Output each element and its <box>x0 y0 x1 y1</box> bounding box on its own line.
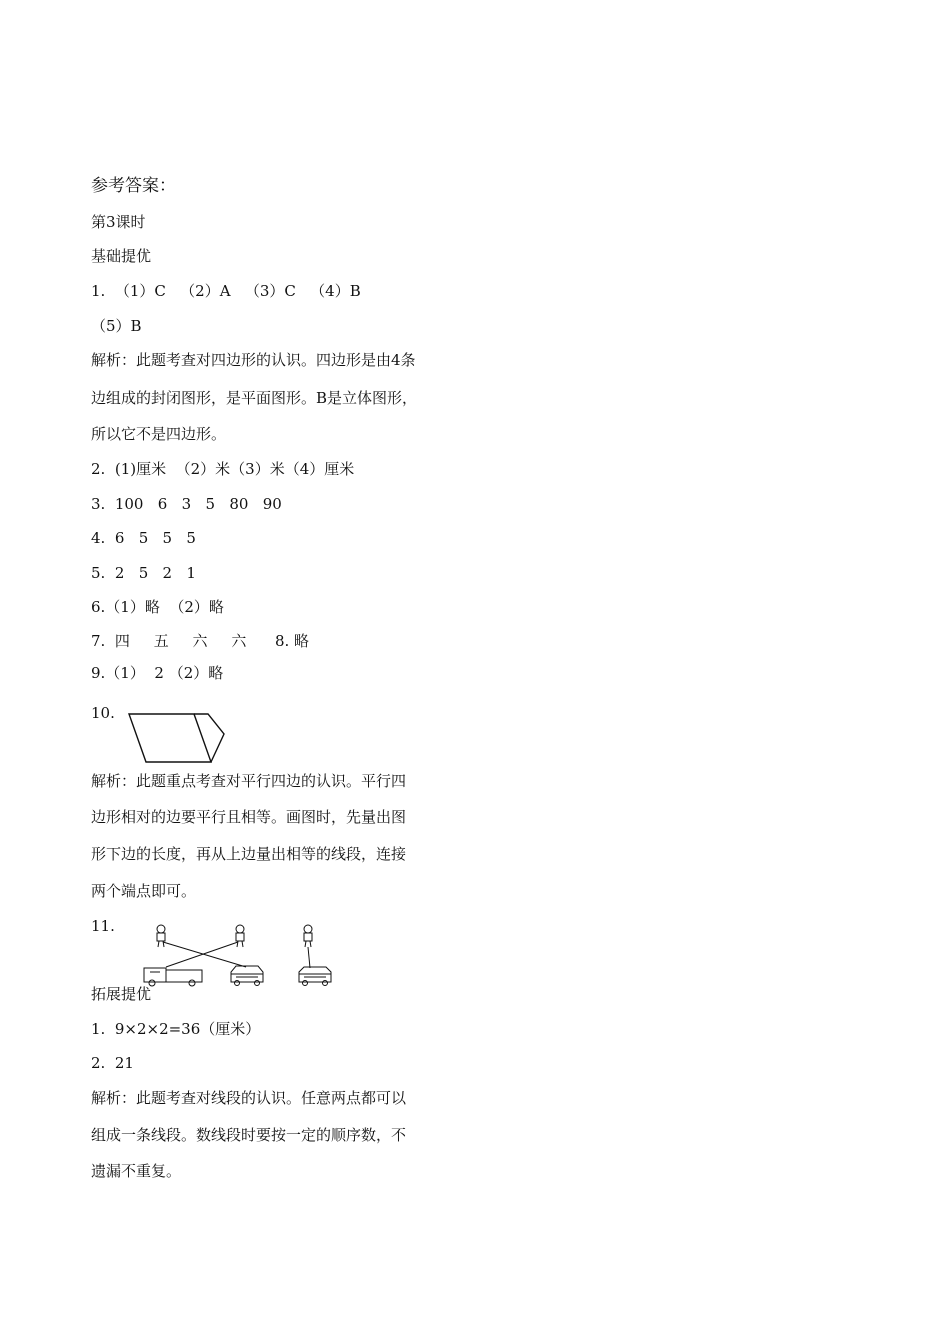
answer-11: 11. <box>91 917 115 935</box>
answer-3: 3. 100 6 3 5 80 90 <box>91 495 282 513</box>
analysis-1-line-1: 解析：此题考查对四边形的认识。四边形是由4条 <box>91 351 416 369</box>
lesson-label: 第3课时 <box>91 213 146 231</box>
car-icon <box>299 967 331 986</box>
person-icon <box>157 925 165 947</box>
analysis-10-line-2: 边形相对的边要平行且相等。画图时，先量出图 <box>91 808 407 826</box>
extension-2: 2. 21 <box>91 1054 134 1072</box>
answer-6: 6.（1）略 （2）略 <box>91 598 224 616</box>
answer-1b: （5）B <box>91 317 142 335</box>
analysis-e2-line-2: 组成一条线段。数线段时要按一定的顺序数，不 <box>91 1126 407 1144</box>
analysis-10-line-1: 解析：此题重点考查对平行四边的认识。平行四 <box>91 772 407 790</box>
extension-1: 1. 9×2×2=36（厘米） <box>91 1020 261 1038</box>
analysis-1-line-3: 所以它不是四边形。 <box>91 425 227 443</box>
person-icon <box>236 925 244 947</box>
parallelogram-figure <box>124 712 234 772</box>
analysis-e2-line-1: 解析：此题考查对线段的认识。任意两点都可以 <box>91 1089 407 1107</box>
answer-2: 2. (1)厘米 （2）米（3）米（4）厘米 <box>91 460 355 478</box>
answer-heading: 参考答案： <box>91 176 176 196</box>
analysis-10-line-4: 两个端点即可。 <box>91 882 197 900</box>
section-basic: 基础提优 <box>91 247 152 265</box>
analysis-1-line-2: 边组成的封闭图形，是平面图形。B是立体图形， <box>91 389 418 407</box>
matching-figure <box>136 920 346 990</box>
car-icon <box>231 966 263 986</box>
answer-7-8: 7. 四 五 六 六 8. 略 <box>91 632 310 650</box>
answer-10: 10. <box>91 704 115 722</box>
answer-9: 9.（1） 2 （2）略 <box>91 664 224 682</box>
analysis-10-line-3: 形下边的长度，再从上边量出相等的线段，连接 <box>91 845 407 863</box>
answer-5: 5. 2 5 2 1 <box>91 564 196 582</box>
section-extension: 拓展提优 <box>91 985 152 1003</box>
person-icon <box>304 925 312 947</box>
answer-4: 4. 6 5 5 5 <box>91 529 196 547</box>
analysis-e2-line-3: 遗漏不重复。 <box>91 1162 182 1180</box>
answer-1: 1. （1）C （2）A （3）C （4）B <box>91 282 361 300</box>
truck-icon <box>144 968 202 986</box>
